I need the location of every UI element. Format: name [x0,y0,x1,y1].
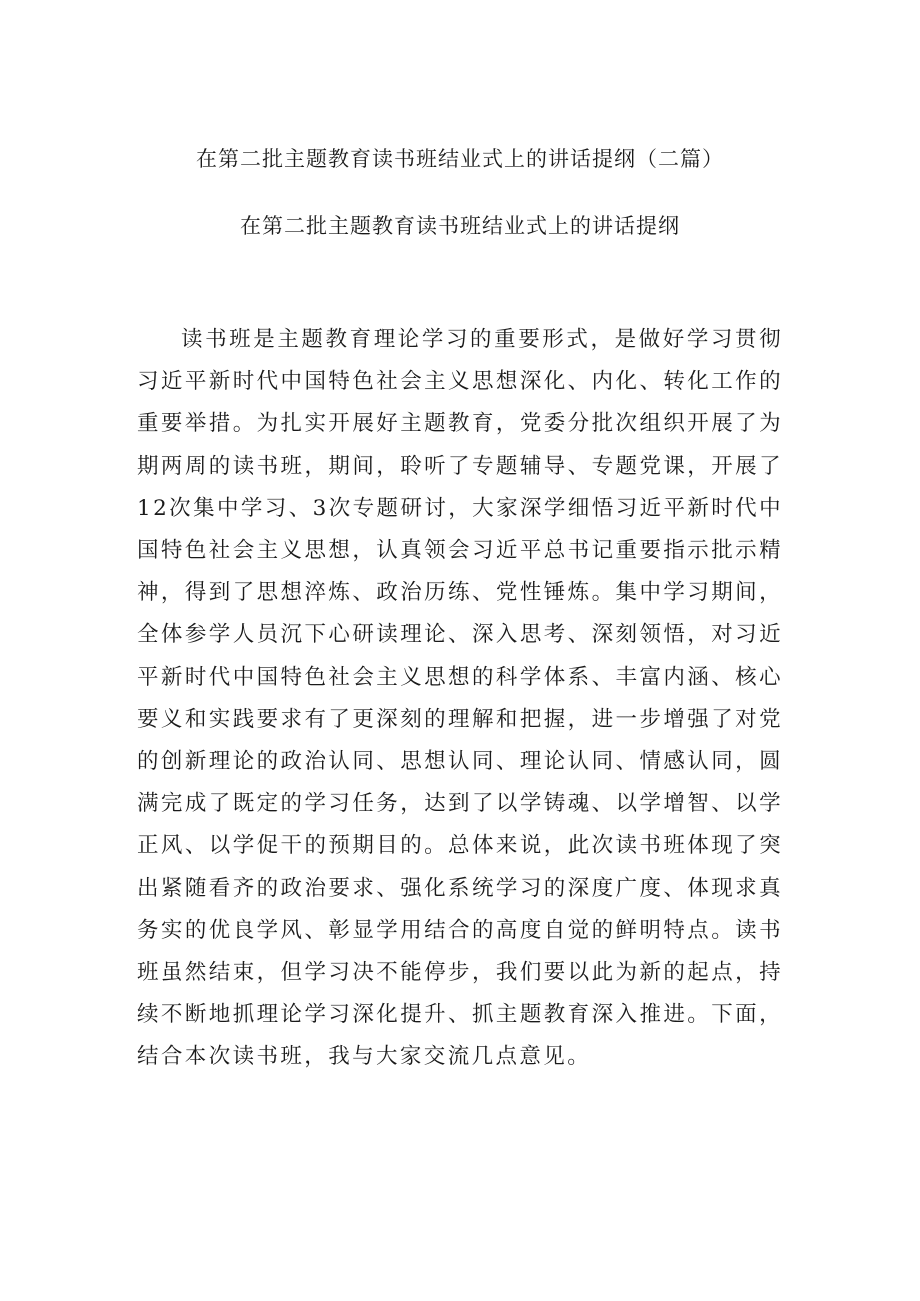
document-title: 在第二批主题教育读书班结业式上的讲话提纲（二篇） [196,147,724,171]
body-paragraph: 读书班是主题教育理论学习的重要形式，是做好学习贯彻习近平新时代中国特色社会主义思想深化、内化、转化工作的重要举措。为扎实开展好主题教育，党委分批次组织开展了为期两周的读书班，期间，聆听了专题辅导、专题党课，开展了12次集中学习、3次专题研讨，大家深学细悟习近平新时代中国特色社会主义思想，认真领会习近平总书记重要指示批示精神，得到了思想淬炼、政治历练、党性锤炼。集中学习期间，全体参学人员沉下心研读理论、深入思考、深刻领悟，对习近平新时代中国特色社会主义思想的科学体系、丰富内涵、核心要义和实践要求有了更深刻的理解和把握，进一步增强了对党的创新理论的政治认同、思想认同、理论认同、情感认同，圆满完成了既定的学习任务，达到了以学铸魂、以学增智、以学正风、以学促干的预期目的。总体来说，此次读书班体现了突出紧随看齐的政治要求、强化系统学习的深度广度、体现求真务实的优良学风、彰显学用结合的高度自觉的鲜明特点。读书班虽然结束，但学习决不能停步，我们要以此为新的起点，持续不断地抓理论学习深化提升、抓主题教育深入推进。下面，结合本次读书班，我与大家交流几点意见。 [137,327,783,1070]
document-subtitle: 在第二批主题教育读书班结业式上的讲话提纲 [240,214,680,238]
